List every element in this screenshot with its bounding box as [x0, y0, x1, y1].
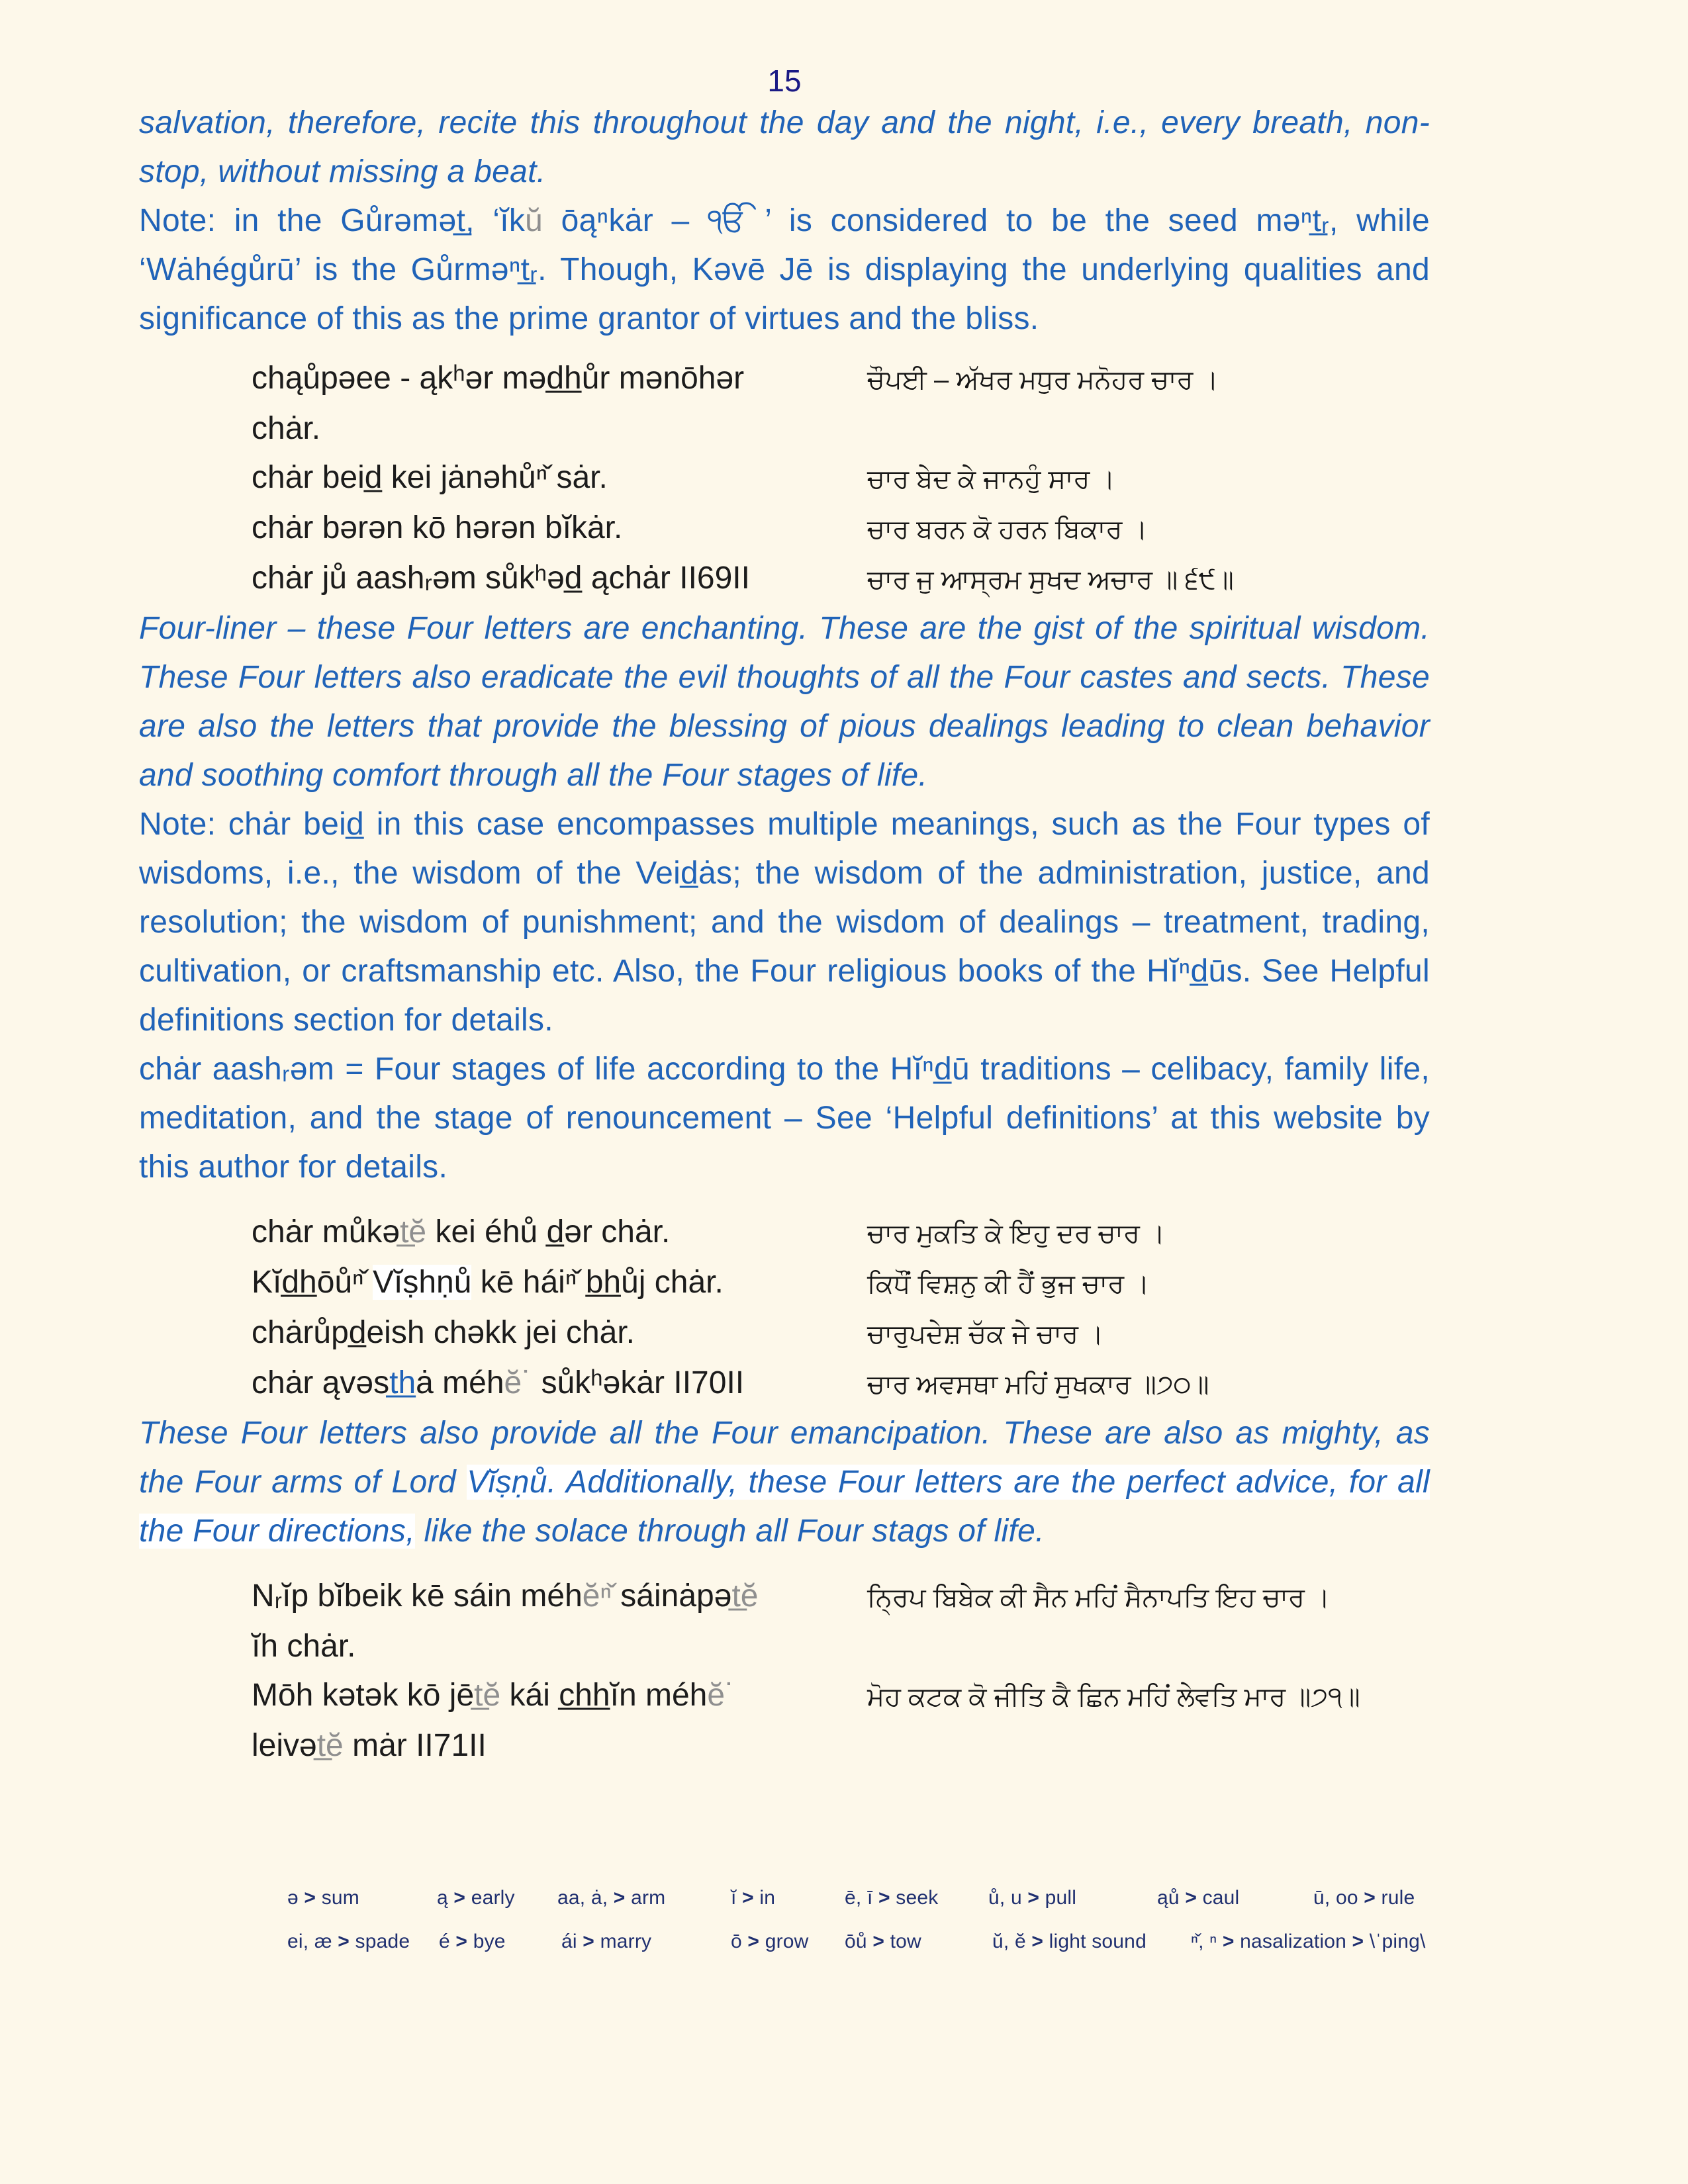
transliteration-text	[252, 1208, 867, 1257]
legend-item: ů, u > pull	[988, 1887, 1077, 1909]
transliteration-text	[252, 354, 867, 403]
text-run: Kĭd̲h̲ōůⁿ̌	[252, 1265, 373, 1300]
legend-item: ō > grow	[731, 1931, 809, 1952]
text-run: chȧr.	[252, 411, 321, 446]
legend-item: ē, ī > seek	[845, 1887, 939, 1909]
transliteration-text	[252, 1258, 867, 1307]
verse-row	[252, 554, 1430, 604]
page-number: 15	[767, 64, 802, 98]
legend-item: ōů > tow	[845, 1931, 921, 1952]
text-run: ŭ	[525, 203, 543, 238]
legend-item: é > bye	[439, 1931, 506, 1952]
legend-item: aa, ȧ, > arm	[557, 1887, 666, 1909]
text-run: Vĭṣhṇů	[372, 1265, 472, 1300]
transliteration-text	[252, 404, 867, 453]
text-run: Four-liner – these Four letters are enchanting. These are the gist of the spiritual wisdom. These Four letters also eradicate the evil thoughts of all the Four castes and sects. These are also the letters that provide the blessing of pious dealings leading to clean behavior and soothing comfort through all the Four stages of life.	[139, 611, 1430, 793]
text-run: chȧr jů aashᵣəm sůkʰəd̲ ąchȧr II69II	[252, 561, 750, 596]
text-run: t̲ĕ	[731, 1578, 759, 1614]
verse-row	[252, 404, 1430, 453]
legend-item: ei, æ > spade	[287, 1931, 410, 1952]
text-run: kái c̲h̲h̲ĭn méh	[500, 1678, 708, 1713]
legend-item: ū, oo > rule	[1313, 1887, 1415, 1909]
gurmukhi-text: ਚਾਰ ਅਵਸਥਾ ਮਹਿਂ ਸੁਖਕਾਰ ॥੭੦॥	[867, 1370, 1209, 1399]
verse-row	[252, 1359, 1430, 1409]
verse-row	[252, 1721, 1430, 1770]
verse-block-69	[252, 354, 1430, 604]
text-run: t̲ĕ	[316, 1728, 344, 1763]
gurmukhi-text: ਨ੍ਰਿਪ ਬਿਬੇਕ ਕੀ ਸੈਨ ਮਹਿਂ ਸੈਨਾਪਤਿ ਇਹ ਚਾਰ ।	[867, 1583, 1331, 1612]
legend-item: ŭ, ĕ > light sound	[992, 1931, 1147, 1952]
verse-row	[252, 1572, 1430, 1622]
transliteration-text	[252, 504, 867, 553]
page-content	[139, 0, 1430, 1964]
text-run: ōąⁿkȧr – ੴ ’ is considered to be the seed məⁿt̲ᵣ, while ‘Wȧhégůrū’ is the Gůrməⁿt̲ᵣ. Though, Kəvē Jē is displaying the underlying qualities and significance of this as the prime grantor of virtues and the bliss.	[139, 203, 1430, 336]
transliteration-text	[252, 1359, 867, 1408]
text-run: salvation, therefore, recite this throughout the day and the night, i.e., every breath, non-stop, without missing a beat.	[139, 105, 1430, 189]
legend-item: ⁿ̌, ⁿ > nasalization > \ˈping\	[1191, 1931, 1426, 1952]
text-run: like the solace through all Four stags of life.	[414, 1514, 1045, 1549]
text-run: sůkʰəkȧr II70II	[532, 1365, 745, 1400]
text-run: These Four letters also provide all the Four emancipation. These are also as mighty, as the Four arms of Lord	[139, 1416, 1430, 1500]
legend-item: ə > sum	[287, 1887, 359, 1909]
paragraph-translation-70	[139, 1409, 1430, 1556]
text-run: chȧrůpd̲eish chəkk jei chȧr.	[252, 1315, 635, 1350]
verse-row	[252, 1622, 1430, 1671]
transliteration-text	[252, 1721, 867, 1770]
legend-row-2	[287, 1920, 1430, 1964]
text-run: Note: in the Gůrəmət̲, ‘ĭk	[139, 203, 526, 238]
transliteration-text	[252, 1671, 867, 1720]
text-run: kē háiⁿ̌ b̲h̲ůj chȧr.	[471, 1265, 724, 1300]
text-run: chȧr beid̲ kei jȧnəhůⁿ̌ sȧr.	[252, 460, 608, 495]
legend-item: ą > early	[437, 1887, 515, 1909]
transliteration-text	[252, 554, 867, 603]
text-run: mȧr II71II	[343, 1728, 487, 1763]
paragraph-intro-translation	[139, 99, 1430, 197]
legend-row-1	[287, 1876, 1430, 1920]
transliteration-text	[252, 1308, 867, 1357]
text-run: chȧr ąvəs	[252, 1365, 390, 1400]
gurmukhi-text: ਚਾਰ ਬਰਨ ਕੋ ਹਰਨ ਬਿਕਾਰ ।	[867, 515, 1148, 544]
verse-block-70	[252, 1208, 1430, 1409]
transliteration-text	[252, 453, 867, 502]
text-run: chȧr můkə	[252, 1214, 400, 1250]
gurmukhi-text: ਕਿਧੌਂ ਵਿਸ਼ਨੁ ਕੀ ਹੈਂ ਭੁਜ ਚਾਰ ।	[867, 1269, 1150, 1298]
verse-row	[252, 1258, 1430, 1308]
text-run: sáinȧpə	[611, 1578, 732, 1614]
transliteration-text	[252, 1622, 867, 1671]
verse-row	[252, 504, 1430, 554]
paragraph-note-char-aashram	[139, 1045, 1430, 1192]
text-run: leivə	[252, 1728, 317, 1763]
legend-item: ąů > caul	[1157, 1887, 1240, 1909]
text-run: ĕ˙	[707, 1678, 736, 1713]
gurmukhi-text: ਚਾਰ ਮੁਕਤਿ ਕੇ ਇਹੁ ਦਰ ਚਾਰ ।	[867, 1219, 1165, 1248]
legend-item: ĭ > in	[731, 1887, 776, 1909]
paragraph-translation-69	[139, 604, 1430, 800]
verse-row	[252, 1208, 1430, 1258]
text-run: t̲h̲	[389, 1365, 416, 1400]
text-run: t̲ĕ	[400, 1214, 427, 1250]
gurmukhi-text: ਚਾਰ ਬੇਦ ਕੇ ਜਾਨਹੁੰ ਸਾਰ ।	[867, 465, 1115, 494]
legend-item: ái > marry	[561, 1931, 652, 1952]
verse-row	[252, 354, 1430, 404]
gurmukhi-text: ਚਾਰੁਪਦੇਸ਼ ਚੱਕ ਜੇ ਚਾਰ ।	[867, 1320, 1104, 1349]
text-run: kei éhů d̲ər chȧr.	[426, 1214, 671, 1250]
transliteration-text	[252, 1572, 867, 1621]
text-run: chȧr bərən kō hərən bĭkȧr.	[252, 510, 623, 545]
verse-block-71	[252, 1572, 1430, 1770]
text-run: chȧr aashᵣəm = Four stages of life according to the Hĭⁿd̲ū traditions – celibacy, family life, meditation, and the stage of renouncement – See ‘Helpful definitions’ at this website by this author for details.	[139, 1052, 1430, 1185]
paragraph-note-char-beid	[139, 800, 1430, 1045]
verse-row	[252, 453, 1430, 504]
text-run: Nᵣĭp bĭbeik kē sáin méh	[252, 1578, 583, 1614]
text-run: ĕ˙	[504, 1365, 533, 1400]
gurmukhi-text: ਚਾਰ ਜੁ ਆਸ੍ਰਮ ਸੁਖਦ ਅਚਾਰ ॥ ੬੯॥	[867, 565, 1234, 594]
text-run: ĭh chȧr.	[252, 1629, 356, 1664]
text-run: chąůpəee - ąkʰər məd̲h̲ůr mənōhər	[252, 361, 745, 396]
paragraph-note-seed-mantra	[139, 197, 1430, 343]
text-run: Vĭṣṇů. Additionally, these Four letters are the perfect advice, for all the Four directions,	[139, 1465, 1430, 1549]
text-run: Note: chȧr beid̲ in this case encompasses multiple meanings, such as the Four types of wisdoms, i.e., the wisdom of the Veid̲ȧs; the wisdom of the administration, justice, and resolution; the wisdom of punishment; and the wisdom of dealings – treatment, trading, cultivation, or craftsmanship etc. Also, the Four religious books of the Hĭⁿd̲ūs. See Helpful definitions section for details.	[139, 807, 1430, 1038]
text-run: Mōh kətək kō jē	[252, 1678, 475, 1713]
text-run: ĕⁿ̌	[582, 1578, 612, 1614]
pronunciation-legend	[287, 1876, 1430, 1964]
text-run: t̲ĕ	[474, 1678, 501, 1713]
gurmukhi-text: ਮੋਹ ਕਟਕ ਕੋ ਜੀਤਿ ਕੈ ਛਿਨ ਮਹਿਂ ਲੇਵਤਿ ਮਾਰ ॥੭੧॥	[867, 1682, 1360, 1711]
verse-row	[252, 1671, 1430, 1721]
verse-row	[252, 1308, 1430, 1359]
gurmukhi-text: ਚੌਪਈ – ਅੱਖਰ ਮਧੁਰ ਮਨੋਹਰ ਚਾਰ ।	[867, 365, 1219, 394]
text-run: ȧ méh	[416, 1365, 504, 1400]
